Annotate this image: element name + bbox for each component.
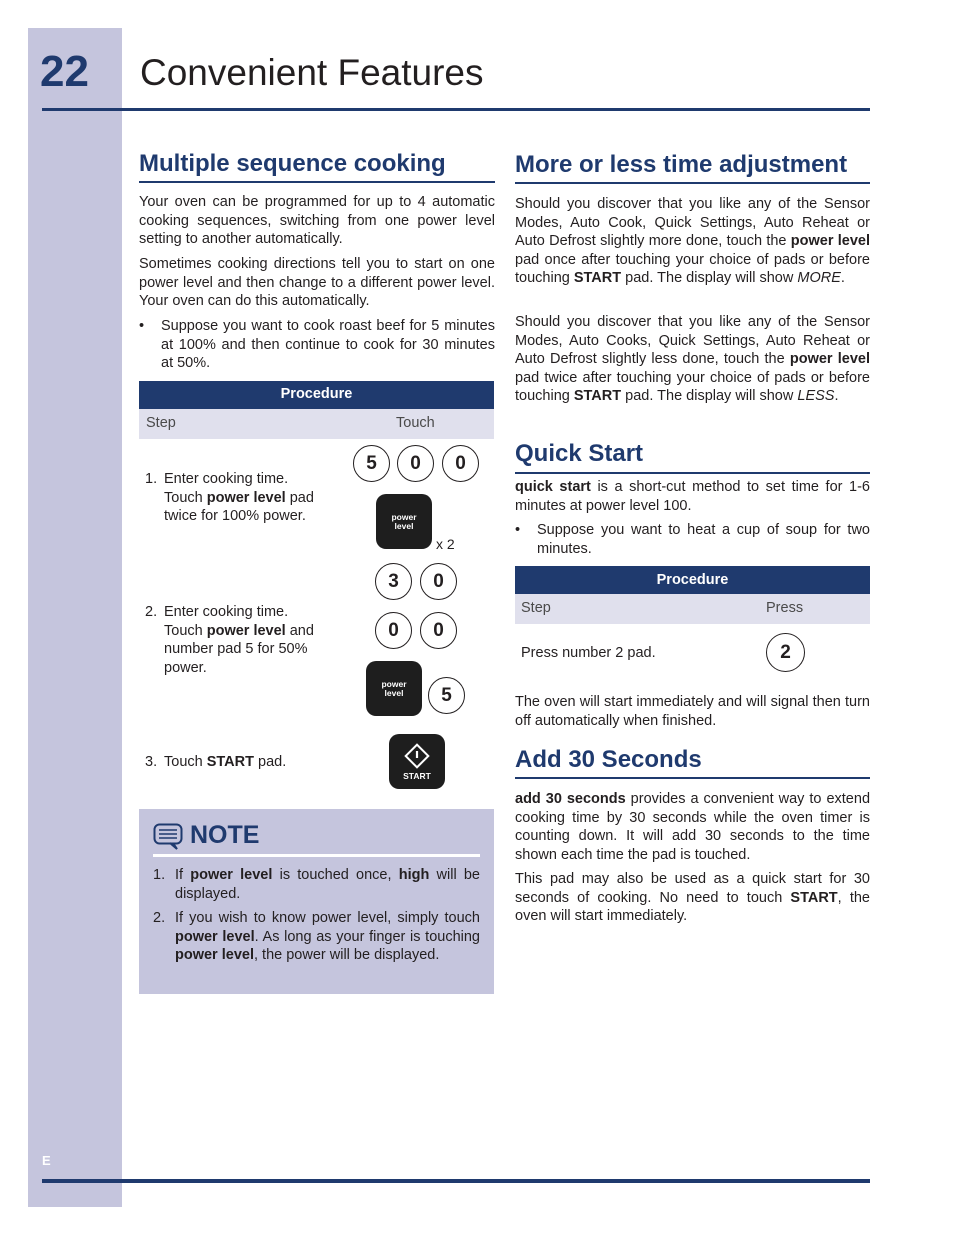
- paragraph: The oven will start immediately and will signal then turn off automatically when finished.: [515, 694, 870, 729]
- power-level-pad-icon: power level: [376, 494, 432, 549]
- note-item-1: [153, 866, 480, 903]
- procedure-step-1: [145, 470, 345, 526]
- section-rule: [515, 472, 870, 474]
- paragraph: quick start is a short-cut method to set time for 1-6 minutes at power level 100.: [515, 479, 870, 514]
- footer-rule: [42, 1179, 870, 1183]
- section-heading-more-less-time: More or less time adjustment: [515, 151, 848, 178]
- page-number: 22: [40, 47, 89, 96]
- number-key-0: 0: [397, 445, 434, 482]
- procedure-column-header-row: [139, 409, 494, 439]
- bullet-item: [139, 317, 495, 373]
- column-press: Press: [766, 600, 804, 616]
- start-diamond-icon: [404, 743, 430, 769]
- procedure-step-3: [145, 753, 345, 772]
- section-rule: [139, 181, 495, 183]
- number-key-0: 0: [442, 445, 479, 482]
- step-number: 3.: [145, 754, 158, 770]
- step-text: Touch power level and number pad 5 for 50% power.: [164, 622, 314, 676]
- step-number: 2.: [145, 604, 158, 620]
- section-heading-multiple-sequence: Multiple sequence cooking: [139, 150, 446, 177]
- procedure-column-header-row: [515, 594, 870, 624]
- number-key-2: 2: [766, 633, 805, 672]
- number-key-0: 0: [420, 612, 457, 649]
- sidebar-band: [28, 28, 122, 1207]
- step-text: Enter cooking time.: [164, 471, 289, 487]
- paragraph: This pad may also be used as a quick start for 30 seconds of cooking. No need to touch START, the oven will start immediately.: [515, 871, 870, 925]
- page-title: Convenient Features: [140, 52, 484, 93]
- start-pad-icon: START: [389, 734, 445, 789]
- step-text: Touch START pad.: [164, 754, 287, 770]
- bullet-item: [515, 521, 870, 558]
- times-two-label: x 2: [436, 536, 455, 552]
- procedure-header: Procedure: [139, 381, 494, 409]
- section-rule: [515, 182, 870, 184]
- note-item-2: [153, 909, 480, 965]
- note-title: NOTE: [190, 821, 260, 849]
- note-speech-bubble-icon: [153, 823, 183, 851]
- column-touch: Touch: [396, 415, 435, 431]
- procedure-header: Procedure: [515, 566, 870, 594]
- step-number: 1.: [145, 471, 158, 487]
- paragraph: Your oven can be programmed for up to 4 automatic cooking sequences, switching from one power level setting to another automatically.: [139, 194, 495, 248]
- number-key-0: 0: [375, 612, 412, 649]
- bullet-text: Suppose you want to cook roast beef for 5 minutes at 100% and then continue to cook for 30 minutes at 50%.: [161, 318, 495, 372]
- paragraph: Sometimes cooking directions tell you to start on one power level and then change to a different power level. Your oven can do this automatically.: [139, 256, 495, 310]
- bullet-dot: •: [139, 318, 145, 334]
- procedure-step-2: [145, 603, 345, 677]
- bullet-dot: •: [515, 522, 521, 538]
- note-text: If you wish to know power level, simply touch power level. As long as your finger is touching power level, the power will be displayed.: [175, 910, 480, 964]
- note-text: If power level is touched once, high will be displayed.: [175, 867, 480, 902]
- section-heading-quick-start: Quick Start: [515, 440, 644, 467]
- number-key-5: 5: [428, 677, 465, 714]
- step-text: Enter cooking time.: [164, 604, 289, 620]
- note-number: 1.: [153, 867, 166, 883]
- note-box: [139, 809, 494, 994]
- paragraph: add 30 seconds provides a convenient way to extend cooking time by 30 seconds while the oven timer is counting down. It will add 30 seconds to the time shown each time the pad is touched.: [515, 791, 871, 863]
- section-rule: [515, 777, 870, 779]
- column-step: Step: [146, 415, 176, 431]
- note-rule: [153, 854, 480, 857]
- paragraph-less: Should you discover that you like any of the Sensor Modes, Auto Cooks, Quick Settings, Auto Reheat or Auto Defrost slightly less done, touch the power level pad twice after touching your choice of pads or before touching START pad. The display will show LESS.: [515, 314, 870, 405]
- bullet-text: Suppose you want to heat a cup of soup for two minutes.: [537, 522, 870, 557]
- note-number: 2.: [153, 910, 166, 926]
- number-key-5: 5: [353, 445, 390, 482]
- procedure-step: Press number 2 pad.: [521, 645, 656, 661]
- paragraph-more: Should you discover that you like any of the Sensor Modes, Auto Cook, Quick Settings, Auto Reheat or Auto Defrost slightly more done, touch the power level pad once after touching your choice of pads or before touching START pad. The display will show MORE.: [515, 196, 870, 287]
- number-key-3: 3: [375, 563, 412, 600]
- number-key-0: 0: [420, 563, 457, 600]
- step-text: Touch power level pad twice for 100% power.: [164, 489, 314, 525]
- footer-language-letter: E: [42, 1153, 51, 1168]
- section-heading-add-30-seconds: Add 30 Seconds: [515, 746, 702, 773]
- header-rule: [42, 108, 870, 111]
- column-step: Step: [521, 600, 551, 616]
- power-level-pad-icon: power level: [366, 661, 422, 716]
